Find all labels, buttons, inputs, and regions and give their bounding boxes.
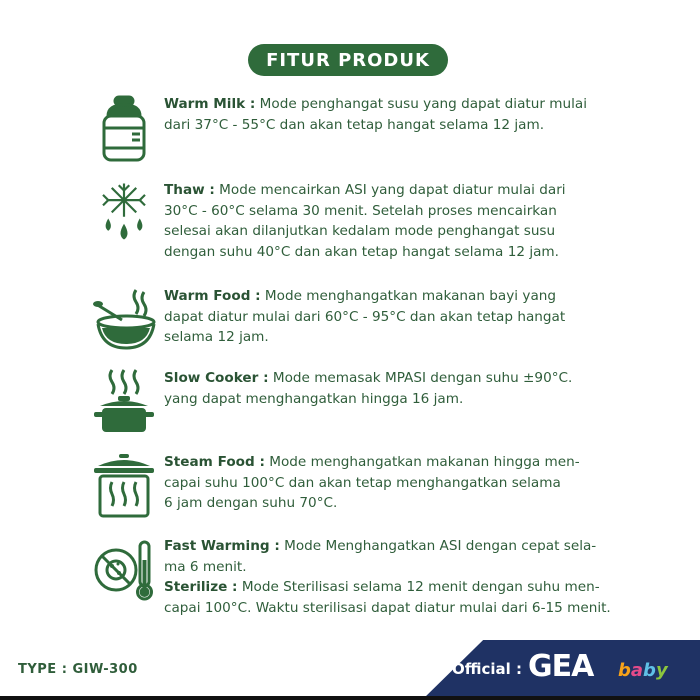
model-type-label: TYPE : GIW-300: [18, 662, 138, 677]
feature-desc-line: Mode memasak MPASI dengan suhu ±90°C.: [268, 370, 573, 386]
feature-warm-milk: [92, 94, 682, 164]
feature-desc-line: Mode mencairkan ASI yang dapat diatur mulai dari: [214, 182, 566, 198]
feature-name: Thaw :: [164, 182, 215, 198]
feature-desc-line: 6 jam dengan suhu 70°C.: [164, 495, 338, 511]
feature-desc-line: ma 6 menit.: [164, 558, 247, 575]
snowflake-drops-icon: [92, 180, 156, 250]
brand-logo-text: GEA: [528, 649, 594, 684]
feature-name: Warm Food :: [164, 288, 261, 304]
feature-desc-line: capai suhu 100°C dan akan tetap menghangatkan selama: [164, 474, 561, 491]
feature-name: Steam Food :: [164, 454, 265, 470]
feature-desc-line: dari 37°C - 55°C dan akan tetap hangat selama 12 jam.: [164, 116, 545, 133]
bottom-divider: [0, 696, 700, 700]
feature-steam-food: [92, 452, 682, 522]
feature-name: Slow Cooker :: [164, 370, 269, 386]
official-label: Official :: [452, 660, 522, 678]
feature-name: Fast Warming :: [164, 538, 280, 554]
feature-desc-line: selesai akan dilanjutkan kedalam mode penghangat susu: [164, 223, 556, 239]
brand-logo-baby: baby: [618, 660, 668, 681]
feature-slow-cooker: [92, 368, 682, 438]
cooking-pot-icon: [92, 368, 156, 438]
feature-desc-line: Mode Menghangatkan ASI dengan cepat sela-: [279, 538, 597, 554]
feature-desc-line: yang dapat menghangatkan hingga 16 jam.: [164, 390, 464, 407]
feature-thaw: [92, 180, 682, 262]
feature-fast-warming-sterilize: [92, 536, 682, 618]
feature-desc-line: Mode menghangatkan makanan bayi yang: [260, 288, 557, 304]
feature-warm-food: [92, 286, 682, 356]
feature-desc-line: Mode menghangatkan makanan hingga men-: [264, 454, 580, 470]
page-title: FITUR PRODUK: [248, 44, 448, 76]
feature-name: Warm Milk :: [164, 96, 256, 112]
sterilize-thermometer-icon: [92, 536, 156, 606]
bottle-icon: [92, 94, 156, 164]
feature-desc-line: dengan suhu 40°C dan akan tetap hangat selama 12 jam.: [164, 243, 559, 260]
feature-desc-line: 30°C - 60°C selama 30 menit. Setelah proses mencairkan: [164, 202, 557, 219]
feature-desc-line: Mode Sterilisasi selama 12 menit dengan suhu men-: [237, 579, 600, 595]
feature-desc-line: Mode penghangat susu yang dapat diatur mulai: [255, 96, 587, 112]
bowl-spoon-icon: [92, 286, 156, 356]
feature-desc-line: capai 100°C. Waktu sterilisasi dapat diatur mulai dari 6-15 menit.: [164, 599, 611, 616]
steam-pot-icon: [92, 452, 156, 522]
feature-desc-line: dapat diatur mulai dari 60°C - 95°C dan akan tetap hangat: [164, 308, 566, 325]
feature-desc-line: selama 12 jam.: [164, 329, 269, 345]
feature-name: Sterilize :: [164, 579, 238, 595]
